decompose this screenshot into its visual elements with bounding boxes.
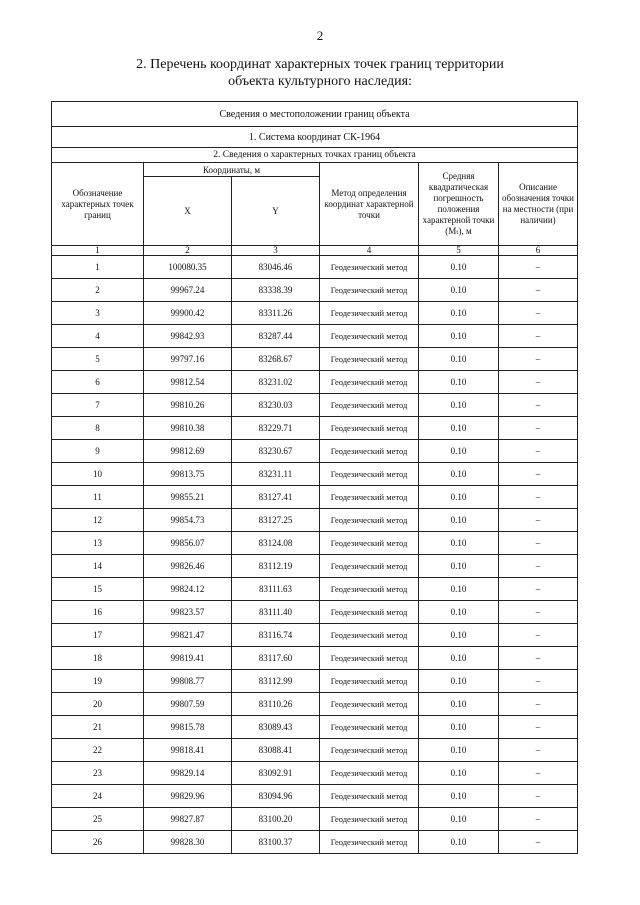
- title-line-2: объекта культурного наследия:: [228, 74, 412, 89]
- point-id: 18: [52, 647, 144, 670]
- error-value: 0.10: [419, 739, 499, 762]
- col-number: 3: [232, 246, 320, 256]
- coord-x: 99842.93: [144, 325, 232, 348]
- coord-x: 99856.07: [144, 532, 232, 555]
- coord-y: 83230.03: [232, 394, 320, 417]
- table-row: [52, 440, 578, 463]
- coord-x: 99967.24: [144, 279, 232, 302]
- table-row: [52, 578, 578, 601]
- error-value: 0.10: [419, 302, 499, 325]
- description: –: [499, 739, 578, 762]
- point-id: 2: [52, 279, 144, 302]
- method: Геодезический метод: [320, 670, 419, 693]
- coord-x: 99854.73: [144, 509, 232, 532]
- table-row: [52, 831, 578, 854]
- coord-x: 99812.69: [144, 440, 232, 463]
- method: Геодезический метод: [320, 785, 419, 808]
- method: Геодезический метод: [320, 486, 419, 509]
- coord-x: 99823.57: [144, 601, 232, 624]
- description: –: [499, 417, 578, 440]
- table-row: [52, 509, 578, 532]
- point-id: 21: [52, 716, 144, 739]
- error-value: 0.10: [419, 532, 499, 555]
- method: Геодезический метод: [320, 394, 419, 417]
- col-number: 2: [144, 246, 232, 256]
- description: –: [499, 555, 578, 578]
- point-id: 16: [52, 601, 144, 624]
- table-row: [52, 279, 578, 302]
- table-row: [52, 808, 578, 831]
- method: Геодезический метод: [320, 808, 419, 831]
- table-row: [52, 325, 578, 348]
- error-value: 0.10: [419, 785, 499, 808]
- description: –: [499, 831, 578, 854]
- col-header-y: Y: [232, 177, 320, 246]
- col-header-x: X: [144, 177, 232, 246]
- coord-x: 99826.46: [144, 555, 232, 578]
- description: –: [499, 670, 578, 693]
- error-value: 0.10: [419, 394, 499, 417]
- coord-y: 83088.41: [232, 739, 320, 762]
- point-id: 25: [52, 808, 144, 831]
- col-header-point: Обозначение характерных точек границ: [52, 163, 144, 246]
- table-row: [52, 670, 578, 693]
- method: Геодезический метод: [320, 762, 419, 785]
- coord-y: 83116.74: [232, 624, 320, 647]
- table-row: [52, 693, 578, 716]
- method: Геодезический метод: [320, 279, 419, 302]
- method: Геодезический метод: [320, 624, 419, 647]
- error-value: 0.10: [419, 716, 499, 739]
- point-id: 19: [52, 670, 144, 693]
- table-row: [52, 256, 578, 279]
- error-value: 0.10: [419, 509, 499, 532]
- title-line-1: 2. Перечень координат характерных точек границ территории: [136, 57, 504, 72]
- coord-y: 83231.02: [232, 371, 320, 394]
- coord-x: 99829.14: [144, 762, 232, 785]
- col-header-error: Средняя квадратическая погрешность положения характерной точки (Mₜ), м: [419, 163, 499, 246]
- coord-x: 99810.26: [144, 394, 232, 417]
- table-row: [52, 348, 578, 371]
- point-id: 13: [52, 532, 144, 555]
- col-number: 6: [499, 246, 578, 256]
- method: Геодезический метод: [320, 440, 419, 463]
- coord-x: 99900.42: [144, 302, 232, 325]
- table-row: [52, 624, 578, 647]
- point-id: 6: [52, 371, 144, 394]
- point-id: 23: [52, 762, 144, 785]
- coord-y: 83046.46: [232, 256, 320, 279]
- coord-y: 83230.67: [232, 440, 320, 463]
- method: Геодезический метод: [320, 693, 419, 716]
- error-value: 0.10: [419, 256, 499, 279]
- col-header-description: Описание обозначения точки на местности (при наличии): [499, 163, 578, 246]
- description: –: [499, 693, 578, 716]
- coord-y: 83100.37: [232, 831, 320, 854]
- points-section-header: 2. Сведения о характерных точках границ объекта: [52, 148, 578, 163]
- coord-y: 83111.63: [232, 578, 320, 601]
- method: Геодезический метод: [320, 647, 419, 670]
- method: Геодезический метод: [320, 555, 419, 578]
- table-row: [52, 785, 578, 808]
- coord-x: 99812.54: [144, 371, 232, 394]
- coord-y: 83112.19: [232, 555, 320, 578]
- coord-y: 83117.60: [232, 647, 320, 670]
- error-value: 0.10: [419, 601, 499, 624]
- coord-y: 83127.25: [232, 509, 320, 532]
- coord-y: 83338.39: [232, 279, 320, 302]
- description: –: [499, 762, 578, 785]
- table-row: [52, 371, 578, 394]
- method: Геодезический метод: [320, 463, 419, 486]
- error-value: 0.10: [419, 808, 499, 831]
- coord-y: 83112.99: [232, 670, 320, 693]
- document-title: [100, 56, 540, 90]
- description: –: [499, 325, 578, 348]
- method: Геодезический метод: [320, 831, 419, 854]
- table-row: [52, 762, 578, 785]
- coord-x: 99827.87: [144, 808, 232, 831]
- table-row: [52, 394, 578, 417]
- col-number: 5: [419, 246, 499, 256]
- coord-x: 99818.41: [144, 739, 232, 762]
- point-id: 10: [52, 463, 144, 486]
- table-row: [52, 302, 578, 325]
- description: –: [499, 394, 578, 417]
- table-row: [52, 716, 578, 739]
- error-value: 0.10: [419, 831, 499, 854]
- error-value: 0.10: [419, 555, 499, 578]
- description: –: [499, 808, 578, 831]
- coord-y: 83229.71: [232, 417, 320, 440]
- description: –: [499, 463, 578, 486]
- table-header: Сведения о местоположении границ объекта: [52, 102, 578, 127]
- coord-x: 99813.75: [144, 463, 232, 486]
- description: –: [499, 624, 578, 647]
- method: Геодезический метод: [320, 302, 419, 325]
- coord-y: 83268.67: [232, 348, 320, 371]
- coord-y: 83287.44: [232, 325, 320, 348]
- method: Геодезический метод: [320, 509, 419, 532]
- col-header-coordinates: Координаты, м: [144, 163, 320, 177]
- coord-x: 99808.77: [144, 670, 232, 693]
- coord-x: 100080.35: [144, 256, 232, 279]
- point-id: 8: [52, 417, 144, 440]
- method: Геодезический метод: [320, 348, 419, 371]
- description: –: [499, 647, 578, 670]
- error-value: 0.10: [419, 486, 499, 509]
- table-row: [52, 486, 578, 509]
- point-id: 22: [52, 739, 144, 762]
- coord-y: 83231.11: [232, 463, 320, 486]
- description: –: [499, 785, 578, 808]
- coord-x: 99824.12: [144, 578, 232, 601]
- error-value: 0.10: [419, 279, 499, 302]
- method: Геодезический метод: [320, 325, 419, 348]
- coord-y: 83110.26: [232, 693, 320, 716]
- method: Геодезический метод: [320, 601, 419, 624]
- coord-x: 99855.21: [144, 486, 232, 509]
- description: –: [499, 578, 578, 601]
- description: –: [499, 440, 578, 463]
- point-id: 7: [52, 394, 144, 417]
- page-number: 2: [316, 28, 324, 43]
- coord-y: 83089.43: [232, 716, 320, 739]
- coordinate-system: 1. Система координат СК-1964: [52, 127, 578, 148]
- point-id: 15: [52, 578, 144, 601]
- error-value: 0.10: [419, 417, 499, 440]
- point-id: 4: [52, 325, 144, 348]
- point-id: 17: [52, 624, 144, 647]
- error-value: 0.10: [419, 693, 499, 716]
- coord-x: 99815.78: [144, 716, 232, 739]
- description: –: [499, 486, 578, 509]
- error-value: 0.10: [419, 578, 499, 601]
- method: Геодезический метод: [320, 256, 419, 279]
- coord-y: 83111.40: [232, 601, 320, 624]
- error-value: 0.10: [419, 371, 499, 394]
- error-value: 0.10: [419, 348, 499, 371]
- method: Геодезический метод: [320, 417, 419, 440]
- method: Геодезический метод: [320, 716, 419, 739]
- table-row: [52, 601, 578, 624]
- table-row: [52, 532, 578, 555]
- point-id: 20: [52, 693, 144, 716]
- coord-y: 83100.20: [232, 808, 320, 831]
- error-value: 0.10: [419, 647, 499, 670]
- col-header-method: Метод определения координат характерной точки: [320, 163, 419, 246]
- point-id: 14: [52, 555, 144, 578]
- point-id: 12: [52, 509, 144, 532]
- point-id: 1: [52, 256, 144, 279]
- coordinates-table: [51, 101, 578, 854]
- coord-y: 83124.08: [232, 532, 320, 555]
- error-value: 0.10: [419, 325, 499, 348]
- method: Геодезический метод: [320, 739, 419, 762]
- description: –: [499, 256, 578, 279]
- point-id: 26: [52, 831, 144, 854]
- table-row: [52, 555, 578, 578]
- coord-x: 99829.96: [144, 785, 232, 808]
- description: –: [499, 601, 578, 624]
- coord-x: 99810.38: [144, 417, 232, 440]
- coord-x: 99807.59: [144, 693, 232, 716]
- description: –: [499, 509, 578, 532]
- method: Геодезический метод: [320, 532, 419, 555]
- point-id: 3: [52, 302, 144, 325]
- table-row: [52, 463, 578, 486]
- table-row: [52, 417, 578, 440]
- description: –: [499, 279, 578, 302]
- coord-y: 83311.26: [232, 302, 320, 325]
- coord-y: 83092.91: [232, 762, 320, 785]
- error-value: 0.10: [419, 463, 499, 486]
- coord-x: 99819.41: [144, 647, 232, 670]
- method: Геодезический метод: [320, 578, 419, 601]
- error-value: 0.10: [419, 440, 499, 463]
- coord-y: 83127.41: [232, 486, 320, 509]
- point-id: 11: [52, 486, 144, 509]
- error-value: 0.10: [419, 670, 499, 693]
- description: –: [499, 532, 578, 555]
- col-number: 4: [320, 246, 419, 256]
- coord-y: 83094.96: [232, 785, 320, 808]
- description: –: [499, 716, 578, 739]
- error-value: 0.10: [419, 762, 499, 785]
- description: –: [499, 302, 578, 325]
- table-row: [52, 647, 578, 670]
- point-id: 5: [52, 348, 144, 371]
- col-number: 1: [52, 246, 144, 256]
- point-id: 24: [52, 785, 144, 808]
- table-row: [52, 739, 578, 762]
- coord-x: 99828.30: [144, 831, 232, 854]
- coord-x: 99797.16: [144, 348, 232, 371]
- description: –: [499, 348, 578, 371]
- method: Геодезический метод: [320, 371, 419, 394]
- point-id: 9: [52, 440, 144, 463]
- description: –: [499, 371, 578, 394]
- coord-x: 99821.47: [144, 624, 232, 647]
- error-value: 0.10: [419, 624, 499, 647]
